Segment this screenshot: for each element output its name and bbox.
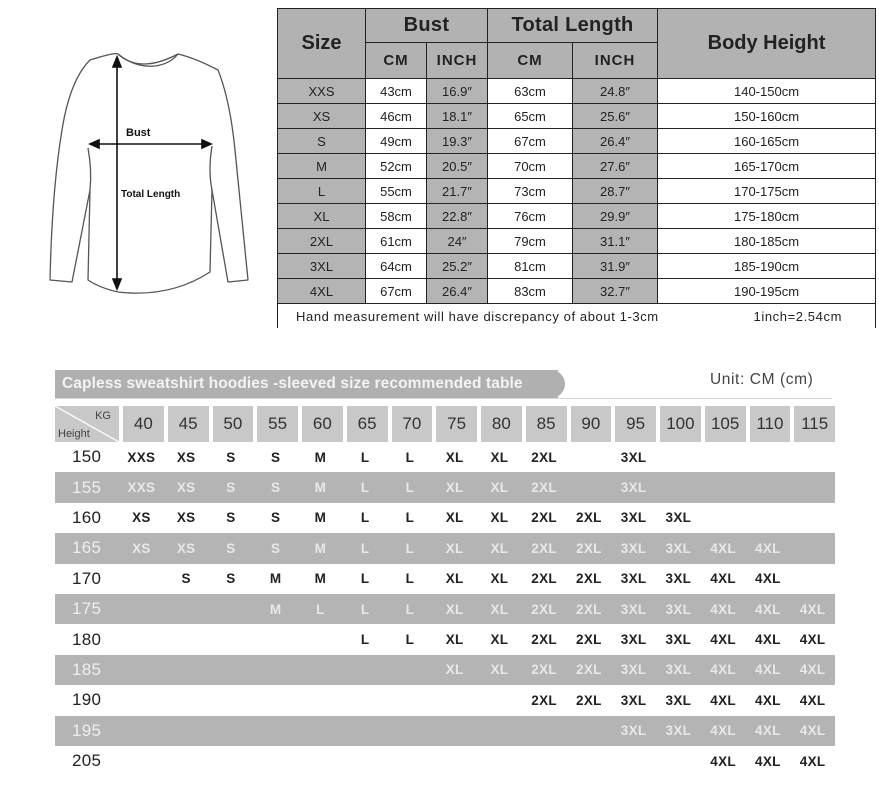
- recommend-size-cell: S: [164, 564, 209, 594]
- bust-inch-cell: 16.9″: [427, 79, 488, 104]
- recommend-size-cell: [790, 442, 835, 472]
- recommend-row: [55, 533, 835, 563]
- bust-inch-cell: 25.2″: [427, 254, 488, 279]
- recommend-size-cell: 4XL: [701, 594, 746, 624]
- recommend-size-cell: 2XL: [522, 564, 567, 594]
- body-height-cell: 165-170cm: [658, 154, 876, 179]
- recommend-size-cell: [477, 746, 522, 776]
- recommend-size-cell: XL: [432, 655, 477, 685]
- recommend-table: [55, 406, 835, 776]
- bust-cm-cell: 52cm: [366, 154, 427, 179]
- recommend-size-cell: XXS: [119, 472, 164, 502]
- recommend-size-cell: [253, 746, 298, 776]
- recommend-size-cell: L: [388, 442, 433, 472]
- recommend-size-cell: [164, 594, 209, 624]
- recommend-size-cell: [567, 746, 612, 776]
- recommend-size-cell: 4XL: [790, 655, 835, 685]
- total-length-label: Total Length: [121, 189, 181, 200]
- recommend-size-cell: [119, 564, 164, 594]
- recommend-size-cell: L: [343, 533, 388, 563]
- size-chart-table: [277, 8, 876, 328]
- recommend-size-cell: 4XL: [701, 746, 746, 776]
- recommend-size-cell: 2XL: [522, 624, 567, 654]
- weight-header: 115: [790, 406, 835, 442]
- recommend-size-cell: [790, 503, 835, 533]
- recommend-size-cell: [209, 746, 254, 776]
- height-cell: 170: [55, 564, 119, 594]
- length-inch-cell: 26.4″: [573, 129, 658, 154]
- recommend-size-cell: 4XL: [746, 716, 791, 746]
- recommend-size-cell: 4XL: [746, 533, 791, 563]
- recommend-size-cell: 4XL: [701, 564, 746, 594]
- recommend-size-cell: 2XL: [522, 533, 567, 563]
- recommend-size-cell: [119, 716, 164, 746]
- weight-header: 110: [746, 406, 791, 442]
- size-row: [278, 279, 876, 304]
- size-row: [278, 154, 876, 179]
- bust-label: Bust: [126, 127, 151, 139]
- recommend-size-cell: 3XL: [611, 472, 656, 502]
- kg-label: KG: [95, 410, 111, 422]
- height-cell: 155: [55, 472, 119, 502]
- recommend-size-cell: S: [253, 472, 298, 502]
- recommend-size-cell: [164, 746, 209, 776]
- recommend-size-cell: [477, 685, 522, 715]
- body-height-cell: 140-150cm: [658, 79, 876, 104]
- length-inch-cell: 27.6″: [573, 154, 658, 179]
- length-cm-cell: 76cm: [488, 204, 573, 229]
- recommend-size-cell: XL: [432, 624, 477, 654]
- recommend-size-cell: XS: [164, 503, 209, 533]
- recommend-size-cell: 2XL: [567, 594, 612, 624]
- recommend-size-cell: XL: [432, 564, 477, 594]
- recommend-size-cell: [253, 685, 298, 715]
- recommend-size-cell: [298, 685, 343, 715]
- unit-label: Unit: CM (cm): [710, 371, 814, 388]
- recommend-size-cell: [164, 624, 209, 654]
- weight-header: 105: [701, 406, 746, 442]
- bust-inch-cell: 19.3″: [427, 129, 488, 154]
- recommend-size-cell: 2XL: [522, 503, 567, 533]
- recommend-row: [55, 655, 835, 685]
- recommend-size-cell: S: [253, 533, 298, 563]
- bust-cm-cell: 58cm: [366, 204, 427, 229]
- recommend-size-cell: L: [388, 594, 433, 624]
- weight-header: 90: [567, 406, 612, 442]
- recommend-size-cell: S: [209, 533, 254, 563]
- recommend-size-cell: 3XL: [611, 655, 656, 685]
- recommend-size-cell: [119, 624, 164, 654]
- size-row: [278, 254, 876, 279]
- recommend-size-cell: 4XL: [701, 685, 746, 715]
- recommend-size-cell: XS: [164, 472, 209, 502]
- body-height-cell: 150-160cm: [658, 104, 876, 129]
- recommend-size-cell: [164, 716, 209, 746]
- shirt-illustration: [20, 40, 270, 300]
- recommend-size-cell: 3XL: [611, 594, 656, 624]
- bust-header: Bust: [366, 9, 488, 43]
- bust-cm-cell: 67cm: [366, 279, 427, 304]
- bust-inch-header: INCH: [427, 43, 488, 79]
- recommend-title-banner: Capless sweatshirt hoodies -sleeved size recommended table: [55, 370, 558, 398]
- bust-inch-cell: 20.5″: [427, 154, 488, 179]
- bust-cm-header: CM: [366, 43, 427, 79]
- recommend-size-cell: L: [343, 503, 388, 533]
- recommend-size-cell: L: [388, 564, 433, 594]
- recommend-row: [55, 624, 835, 654]
- length-inch-cell: 29.9″: [573, 204, 658, 229]
- weight-header: 80: [477, 406, 522, 442]
- bust-inch-cell: 21.7″: [427, 179, 488, 204]
- weight-header: 100: [656, 406, 701, 442]
- height-cell: 185: [55, 655, 119, 685]
- recommend-size-cell: [611, 746, 656, 776]
- length-cm-cell: 79cm: [488, 229, 573, 254]
- recommend-size-cell: 3XL: [611, 624, 656, 654]
- recommend-size-cell: [567, 472, 612, 502]
- recommend-size-cell: [477, 716, 522, 746]
- recommend-size-cell: XL: [477, 655, 522, 685]
- recommend-size-cell: L: [343, 472, 388, 502]
- conversion-note: 1inch=2.54cm: [753, 308, 843, 324]
- recommend-size-cell: 4XL: [790, 594, 835, 624]
- recommend-size-cell: [298, 655, 343, 685]
- recommend-size-cell: XL: [477, 533, 522, 563]
- bust-cm-cell: 43cm: [366, 79, 427, 104]
- recommend-size-cell: [790, 564, 835, 594]
- recommend-size-cell: [343, 746, 388, 776]
- recommend-size-cell: 3XL: [656, 594, 701, 624]
- recommend-size-cell: [701, 442, 746, 472]
- recommend-size-cell: 4XL: [746, 685, 791, 715]
- bust-cm-cell: 61cm: [366, 229, 427, 254]
- height-cell: 180: [55, 624, 119, 654]
- recommend-size-cell: [119, 746, 164, 776]
- recommend-size-cell: L: [388, 533, 433, 563]
- recommend-size-cell: [343, 685, 388, 715]
- body-height-cell: 170-175cm: [658, 179, 876, 204]
- size-row: [278, 129, 876, 154]
- recommend-size-cell: 3XL: [611, 503, 656, 533]
- length-cm-cell: 81cm: [488, 254, 573, 279]
- recommend-row: [55, 472, 835, 502]
- recommend-size-cell: 4XL: [746, 624, 791, 654]
- recommend-size-cell: L: [343, 442, 388, 472]
- recommend-size-cell: [701, 503, 746, 533]
- recommend-size-cell: [119, 594, 164, 624]
- recommend-size-cell: 3XL: [656, 564, 701, 594]
- recommend-size-cell: XL: [477, 472, 522, 502]
- recommend-size-cell: XL: [432, 472, 477, 502]
- recommend-size-cell: 2XL: [522, 685, 567, 715]
- bust-cm-cell: 64cm: [366, 254, 427, 279]
- recommend-size-cell: [119, 655, 164, 685]
- size-row: [278, 104, 876, 129]
- recommend-size-cell: 4XL: [746, 746, 791, 776]
- recommend-size-cell: S: [253, 503, 298, 533]
- length-cm-cell: 65cm: [488, 104, 573, 129]
- recommend-size-cell: [656, 442, 701, 472]
- recommend-size-cell: L: [343, 564, 388, 594]
- recommend-row: [55, 564, 835, 594]
- recommend-size-cell: 3XL: [656, 655, 701, 685]
- recommend-size-cell: 4XL: [746, 655, 791, 685]
- body-height-cell: 160-165cm: [658, 129, 876, 154]
- recommend-row: [55, 746, 835, 776]
- bust-inch-cell: 22.8″: [427, 204, 488, 229]
- weight-header: 40: [119, 406, 164, 442]
- bust-cm-cell: 55cm: [366, 179, 427, 204]
- size-header: Size: [278, 9, 366, 79]
- size-cell: XL: [278, 204, 366, 229]
- corner-cell: [55, 406, 119, 442]
- recommend-size-cell: XL: [432, 442, 477, 472]
- height-cell: 160: [55, 503, 119, 533]
- recommend-size-cell: [522, 716, 567, 746]
- recommend-size-cell: [298, 746, 343, 776]
- recommend-row: [55, 503, 835, 533]
- recommend-size-cell: [746, 472, 791, 502]
- recommend-size-cell: L: [343, 624, 388, 654]
- recommend-size-cell: XS: [119, 503, 164, 533]
- recommend-size-cell: 3XL: [611, 533, 656, 563]
- recommend-size-cell: [656, 746, 701, 776]
- length-inch-cell: 24.8″: [573, 79, 658, 104]
- recommend-size-cell: 4XL: [746, 594, 791, 624]
- recommend-size-cell: XL: [477, 624, 522, 654]
- recommend-size-cell: [746, 503, 791, 533]
- recommend-size-cell: 3XL: [611, 564, 656, 594]
- size-row: [278, 179, 876, 204]
- recommend-size-cell: S: [209, 442, 254, 472]
- recommend-size-cell: XL: [477, 442, 522, 472]
- recommend-size-cell: [209, 594, 254, 624]
- recommend-size-cell: [567, 716, 612, 746]
- recommend-size-cell: L: [388, 472, 433, 502]
- recommend-size-cell: 4XL: [701, 716, 746, 746]
- weight-header: 75: [432, 406, 477, 442]
- size-row: [278, 229, 876, 254]
- total-length-header: Total Length: [488, 9, 658, 43]
- recommend-size-cell: 2XL: [567, 533, 612, 563]
- bust-cm-cell: 46cm: [366, 104, 427, 129]
- recommend-size-cell: [388, 716, 433, 746]
- recommend-size-cell: 4XL: [790, 746, 835, 776]
- length-inch-cell: 31.9″: [573, 254, 658, 279]
- recommend-size-cell: 4XL: [746, 564, 791, 594]
- bust-inch-cell: 18.1″: [427, 104, 488, 129]
- recommend-size-cell: [656, 472, 701, 502]
- recommend-size-cell: 3XL: [656, 685, 701, 715]
- recommend-size-cell: L: [343, 594, 388, 624]
- recommend-size-cell: [253, 716, 298, 746]
- length-inch-cell: 31.1″: [573, 229, 658, 254]
- recommend-size-cell: [746, 442, 791, 472]
- recommend-size-cell: [253, 655, 298, 685]
- recommend-size-cell: 4XL: [701, 655, 746, 685]
- length-inch-cell: 28.7″: [573, 179, 658, 204]
- recommend-size-cell: M: [298, 503, 343, 533]
- length-cm-cell: 70cm: [488, 154, 573, 179]
- body-height-cell: 190-195cm: [658, 279, 876, 304]
- height-cell: 150: [55, 442, 119, 472]
- bust-cm-cell: 49cm: [366, 129, 427, 154]
- recommend-size-cell: M: [298, 564, 343, 594]
- weight-header: 60: [298, 406, 343, 442]
- size-cell: L: [278, 179, 366, 204]
- recommend-size-cell: [253, 624, 298, 654]
- recommend-size-cell: XS: [164, 442, 209, 472]
- recommend-size-cell: 2XL: [522, 655, 567, 685]
- recommend-size-cell: L: [388, 503, 433, 533]
- recommend-row: [55, 594, 835, 624]
- bust-inch-cell: 24″: [427, 229, 488, 254]
- weight-header: 45: [164, 406, 209, 442]
- recommend-size-cell: [432, 746, 477, 776]
- length-cm-cell: 83cm: [488, 279, 573, 304]
- size-cell: XS: [278, 104, 366, 129]
- height-cell: 195: [55, 716, 119, 746]
- recommend-size-cell: S: [209, 564, 254, 594]
- length-cm-cell: 67cm: [488, 129, 573, 154]
- recommend-row: [55, 685, 835, 715]
- size-cell: 2XL: [278, 229, 366, 254]
- recommend-size-cell: 3XL: [656, 503, 701, 533]
- recommend-size-cell: [209, 716, 254, 746]
- measurement-note-row: [278, 304, 876, 329]
- height-label: Height: [58, 428, 90, 440]
- recommend-size-cell: XS: [164, 533, 209, 563]
- height-cell: 165: [55, 533, 119, 563]
- recommend-size-cell: [701, 472, 746, 502]
- recommend-size-cell: 3XL: [611, 685, 656, 715]
- length-cm-cell: 73cm: [488, 179, 573, 204]
- recommend-size-cell: XS: [119, 533, 164, 563]
- recommend-size-cell: S: [209, 472, 254, 502]
- recommend-size-cell: [790, 533, 835, 563]
- recommend-size-cell: S: [209, 503, 254, 533]
- recommend-size-cell: 3XL: [656, 716, 701, 746]
- recommend-size-cell: [388, 655, 433, 685]
- recommend-row: [55, 716, 835, 746]
- recommend-size-cell: [119, 685, 164, 715]
- recommend-size-cell: [343, 716, 388, 746]
- recommend-size-cell: 4XL: [701, 533, 746, 563]
- recommend-size-cell: 2XL: [567, 655, 612, 685]
- size-row: [278, 79, 876, 104]
- length-cm-cell: 63cm: [488, 79, 573, 104]
- recommend-size-cell: 3XL: [656, 533, 701, 563]
- weight-header: 95: [611, 406, 656, 442]
- weight-header: 85: [522, 406, 567, 442]
- recommend-size-cell: M: [253, 594, 298, 624]
- recommend-size-cell: XXS: [119, 442, 164, 472]
- weight-header: 50: [209, 406, 254, 442]
- recommend-size-cell: 4XL: [790, 716, 835, 746]
- recommend-size-cell: 2XL: [522, 594, 567, 624]
- weight-header: 65: [343, 406, 388, 442]
- recommend-size-cell: [343, 655, 388, 685]
- recommend-size-cell: 4XL: [701, 624, 746, 654]
- recommend-size-cell: S: [253, 442, 298, 472]
- recommend-size-cell: L: [388, 624, 433, 654]
- length-inch-header: INCH: [573, 43, 658, 79]
- recommend-size-cell: XL: [432, 533, 477, 563]
- recommend-size-cell: [209, 655, 254, 685]
- recommend-size-cell: XL: [477, 503, 522, 533]
- body-height-cell: 185-190cm: [658, 254, 876, 279]
- size-cell: XXS: [278, 79, 366, 104]
- bust-inch-cell: 26.4″: [427, 279, 488, 304]
- recommend-size-cell: [298, 716, 343, 746]
- recommend-size-cell: XL: [432, 594, 477, 624]
- recommend-size-cell: [209, 624, 254, 654]
- recommend-size-cell: XL: [432, 503, 477, 533]
- recommend-size-cell: 2XL: [522, 472, 567, 502]
- recommend-size-cell: 2XL: [522, 442, 567, 472]
- recommend-size-cell: 2XL: [567, 685, 612, 715]
- height-cell: 190: [55, 685, 119, 715]
- recommend-size-cell: 3XL: [611, 716, 656, 746]
- size-row: [278, 204, 876, 229]
- size-cell: 4XL: [278, 279, 366, 304]
- recommend-size-cell: [522, 746, 567, 776]
- recommend-size-cell: 3XL: [611, 442, 656, 472]
- body-height-cell: 180-185cm: [658, 229, 876, 254]
- height-cell: 205: [55, 746, 119, 776]
- recommend-size-cell: [790, 472, 835, 502]
- recommend-size-cell: L: [298, 594, 343, 624]
- body-height-cell: 175-180cm: [658, 204, 876, 229]
- recommend-size-cell: 2XL: [567, 503, 612, 533]
- weight-header: 70: [388, 406, 433, 442]
- recommend-size-cell: 2XL: [567, 624, 612, 654]
- measurement-note: Hand measurement will have discrepancy of about 1-3cm: [296, 308, 659, 324]
- recommend-size-cell: [432, 716, 477, 746]
- size-cell: 3XL: [278, 254, 366, 279]
- recommend-size-cell: [164, 685, 209, 715]
- recommend-size-cell: M: [298, 442, 343, 472]
- recommend-size-cell: 2XL: [567, 564, 612, 594]
- height-cell: 175: [55, 594, 119, 624]
- recommend-size-cell: [209, 685, 254, 715]
- recommend-size-cell: [298, 624, 343, 654]
- divider: [55, 398, 832, 399]
- recommend-size-cell: [567, 442, 612, 472]
- recommend-size-cell: XL: [477, 594, 522, 624]
- recommend-size-cell: M: [253, 564, 298, 594]
- size-cell: M: [278, 154, 366, 179]
- recommend-size-cell: [164, 655, 209, 685]
- recommend-size-cell: [432, 685, 477, 715]
- size-cell: S: [278, 129, 366, 154]
- recommend-size-cell: 3XL: [656, 624, 701, 654]
- length-cm-header: CM: [488, 43, 573, 79]
- recommend-row: [55, 442, 835, 472]
- recommend-size-cell: 4XL: [790, 624, 835, 654]
- recommend-size-cell: 4XL: [790, 685, 835, 715]
- recommend-size-cell: [388, 746, 433, 776]
- weight-header: 55: [253, 406, 298, 442]
- recommend-size-cell: M: [298, 472, 343, 502]
- recommend-size-cell: M: [298, 533, 343, 563]
- length-inch-cell: 32.7″: [573, 279, 658, 304]
- recommend-size-cell: [388, 685, 433, 715]
- body-height-header: Body Height: [658, 9, 876, 79]
- length-inch-cell: 25.6″: [573, 104, 658, 129]
- recommend-size-cell: XL: [477, 564, 522, 594]
